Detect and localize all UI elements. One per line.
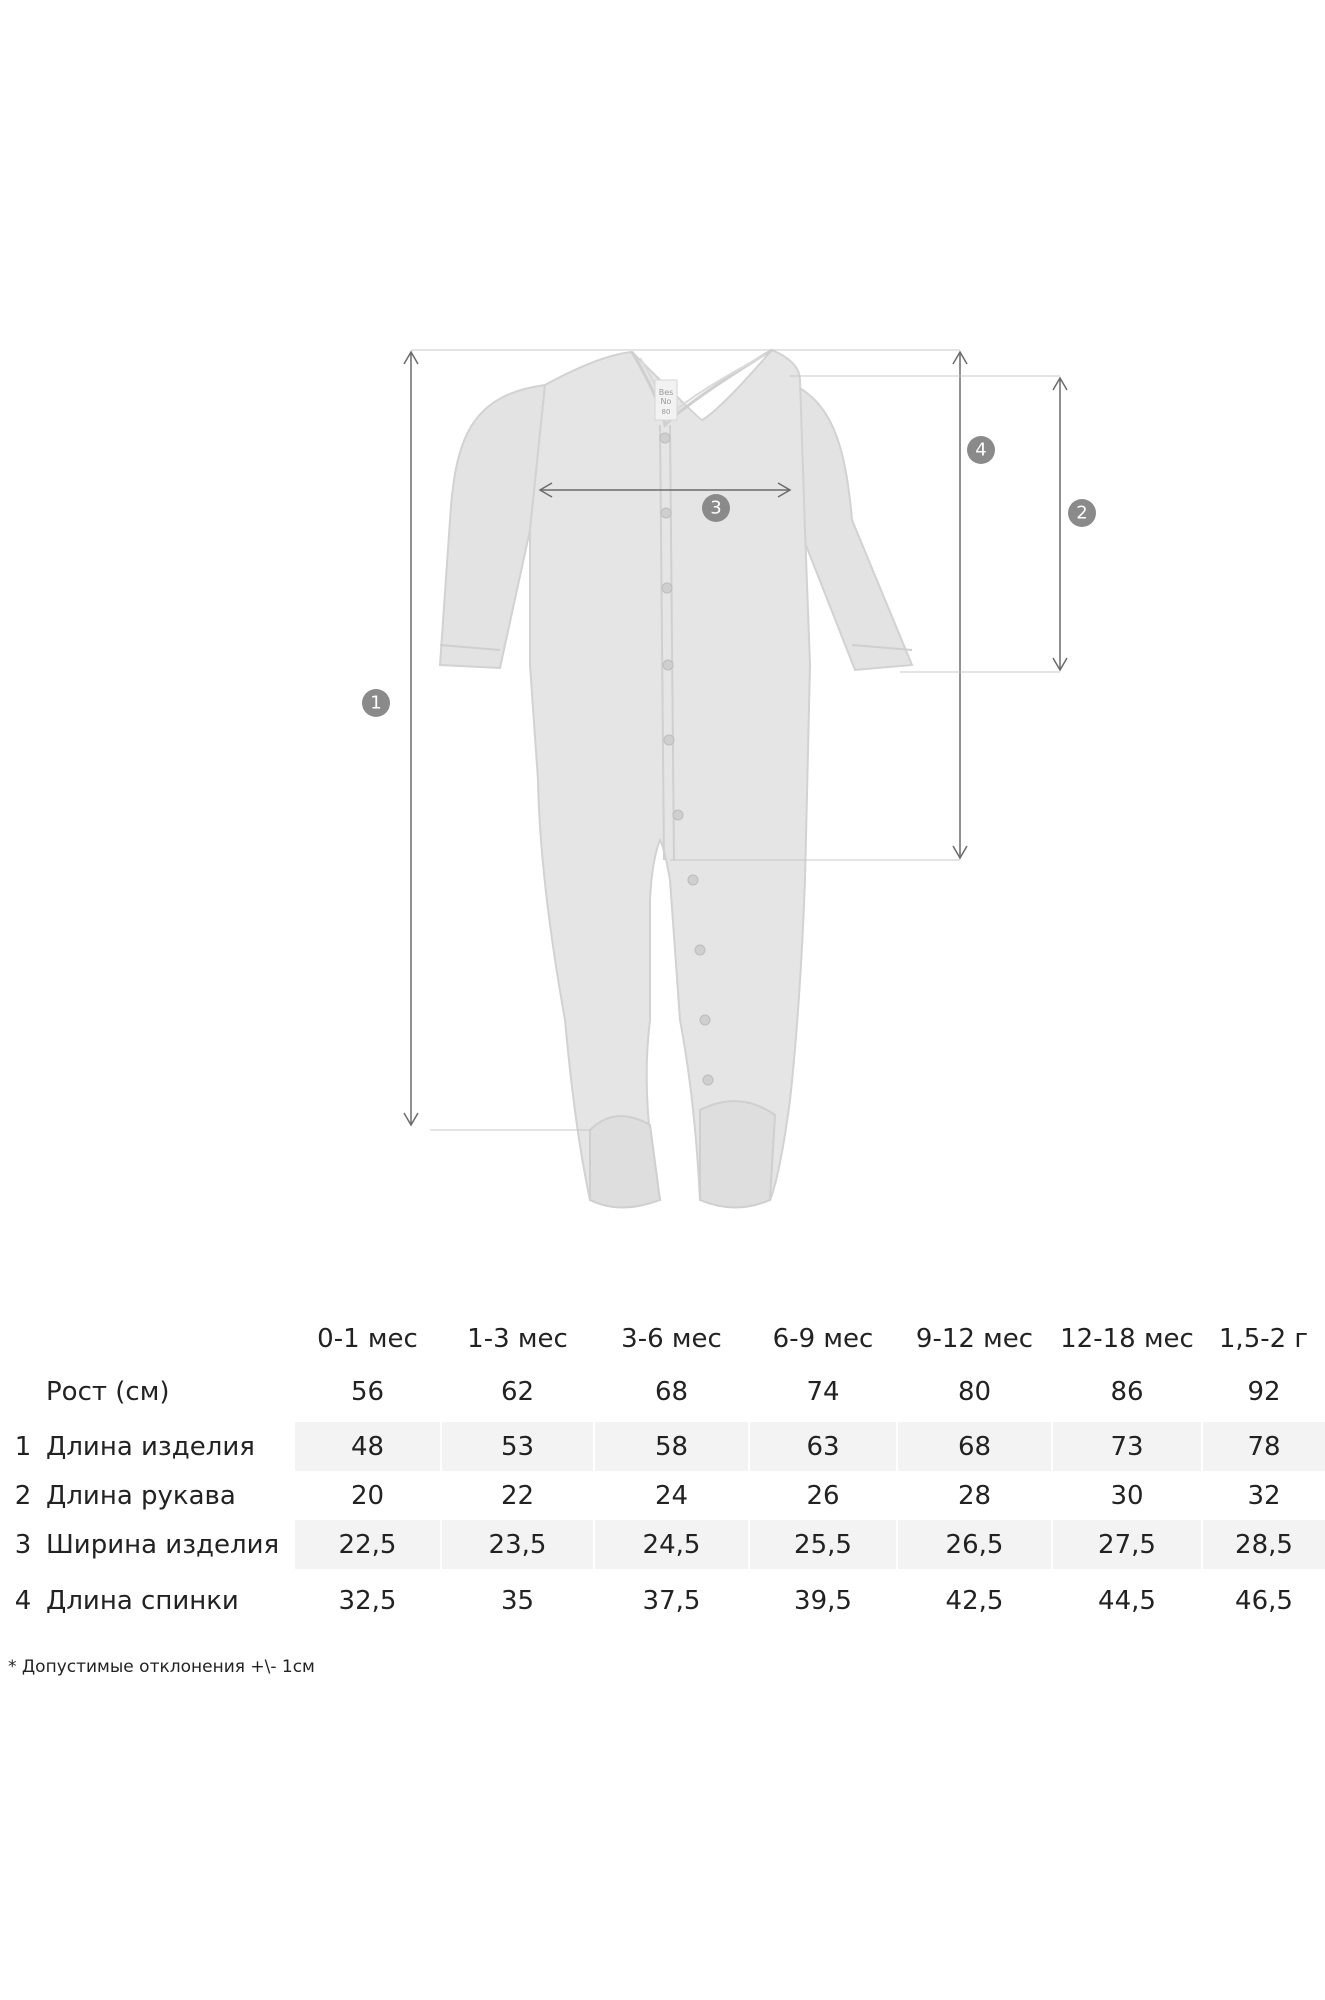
marker-4-label: 4 xyxy=(975,439,987,461)
row-number: 1 xyxy=(14,1431,32,1462)
table-cell: 24,5 xyxy=(594,1520,749,1569)
row-number xyxy=(0,1362,46,1422)
table-row xyxy=(0,1362,1325,1422)
marker-2 xyxy=(1068,499,1096,527)
size-header-row xyxy=(0,1290,1325,1362)
table-row xyxy=(0,1569,1325,1633)
row-label: Длина изделия xyxy=(46,1431,255,1462)
marker-1 xyxy=(362,689,390,717)
table-row xyxy=(0,1422,1325,1471)
table-cell: 92 xyxy=(1202,1362,1325,1422)
table-cell: 73 xyxy=(1052,1422,1202,1471)
marker-1-label: 1 xyxy=(370,692,382,714)
row-number: 3 xyxy=(14,1529,32,1560)
table-cell: 53 xyxy=(441,1422,594,1471)
table-cell: 32,5 xyxy=(294,1569,441,1633)
table-cell: 26,5 xyxy=(897,1520,1052,1569)
marker-3 xyxy=(702,494,730,522)
table-cell: 20 xyxy=(294,1471,441,1520)
table-cell: 58 xyxy=(594,1422,749,1471)
table-row xyxy=(0,1520,1325,1569)
marker-4 xyxy=(967,436,995,464)
size-column-header: 3-6 мес xyxy=(621,1324,722,1354)
size-column-header: 0-1 мес xyxy=(317,1324,418,1354)
row-number: 4 xyxy=(14,1586,32,1616)
table-cell: 68 xyxy=(594,1362,749,1422)
table-cell: 32 xyxy=(1202,1471,1325,1520)
table-cell: 28,5 xyxy=(1202,1520,1325,1569)
tag-text-1: Bes xyxy=(658,388,674,397)
size-column-header: 9-12 мес xyxy=(915,1324,1034,1354)
marker-3-label: 3 xyxy=(710,497,722,519)
table-cell: 37,5 xyxy=(594,1569,749,1633)
table-cell: 68 xyxy=(897,1422,1052,1471)
table-cell: 26 xyxy=(749,1471,897,1520)
table-cell: 39,5 xyxy=(749,1569,897,1633)
table-cell: 63 xyxy=(749,1422,897,1471)
row-label: Длина спинки xyxy=(46,1586,239,1616)
size-chart-table xyxy=(0,1290,1325,1633)
table-cell: 78 xyxy=(1202,1422,1325,1471)
table-cell: 56 xyxy=(294,1362,441,1422)
table-cell: 30 xyxy=(1052,1471,1202,1520)
row-label: Ширина изделия xyxy=(46,1529,280,1560)
table-cell: 22,5 xyxy=(294,1520,441,1569)
table-cell: 48 xyxy=(294,1422,441,1471)
row-label: Длина рукава xyxy=(46,1480,236,1511)
table-cell: 80 xyxy=(897,1362,1052,1422)
table-cell: 35 xyxy=(441,1569,594,1633)
table-cell: 74 xyxy=(749,1362,897,1422)
table-cell: 42,5 xyxy=(897,1569,1052,1633)
table-cell: 86 xyxy=(1052,1362,1202,1422)
size-column-header: 1,5-2 г xyxy=(1218,1324,1309,1354)
table-cell: 24 xyxy=(594,1471,749,1520)
sleepsuit-illustration xyxy=(440,350,912,1208)
marker-2-label: 2 xyxy=(1076,502,1088,524)
tag-text-2: No xyxy=(660,397,672,406)
table-cell: 44,5 xyxy=(1052,1569,1202,1633)
tag-text-3: 80 xyxy=(661,408,671,416)
table-cell: 46,5 xyxy=(1202,1569,1325,1633)
table-cell: 27,5 xyxy=(1052,1520,1202,1569)
size-column-header: 12-18 мес xyxy=(1060,1324,1194,1354)
table-cell: 23,5 xyxy=(441,1520,594,1569)
table-row xyxy=(0,1471,1325,1520)
row-number: 2 xyxy=(14,1480,32,1511)
table-cell: 25,5 xyxy=(749,1520,897,1569)
table-cell: 22 xyxy=(441,1471,594,1520)
tolerance-note: * Допустимые отклонения +\- 1см xyxy=(8,1657,315,1677)
table-cell: 62 xyxy=(441,1362,594,1422)
size-column-header: 1-3 мес xyxy=(467,1324,568,1354)
table-cell: 28 xyxy=(897,1471,1052,1520)
row-label: Рост (см) xyxy=(46,1377,170,1407)
size-column-header: 6-9 мес xyxy=(772,1324,874,1354)
